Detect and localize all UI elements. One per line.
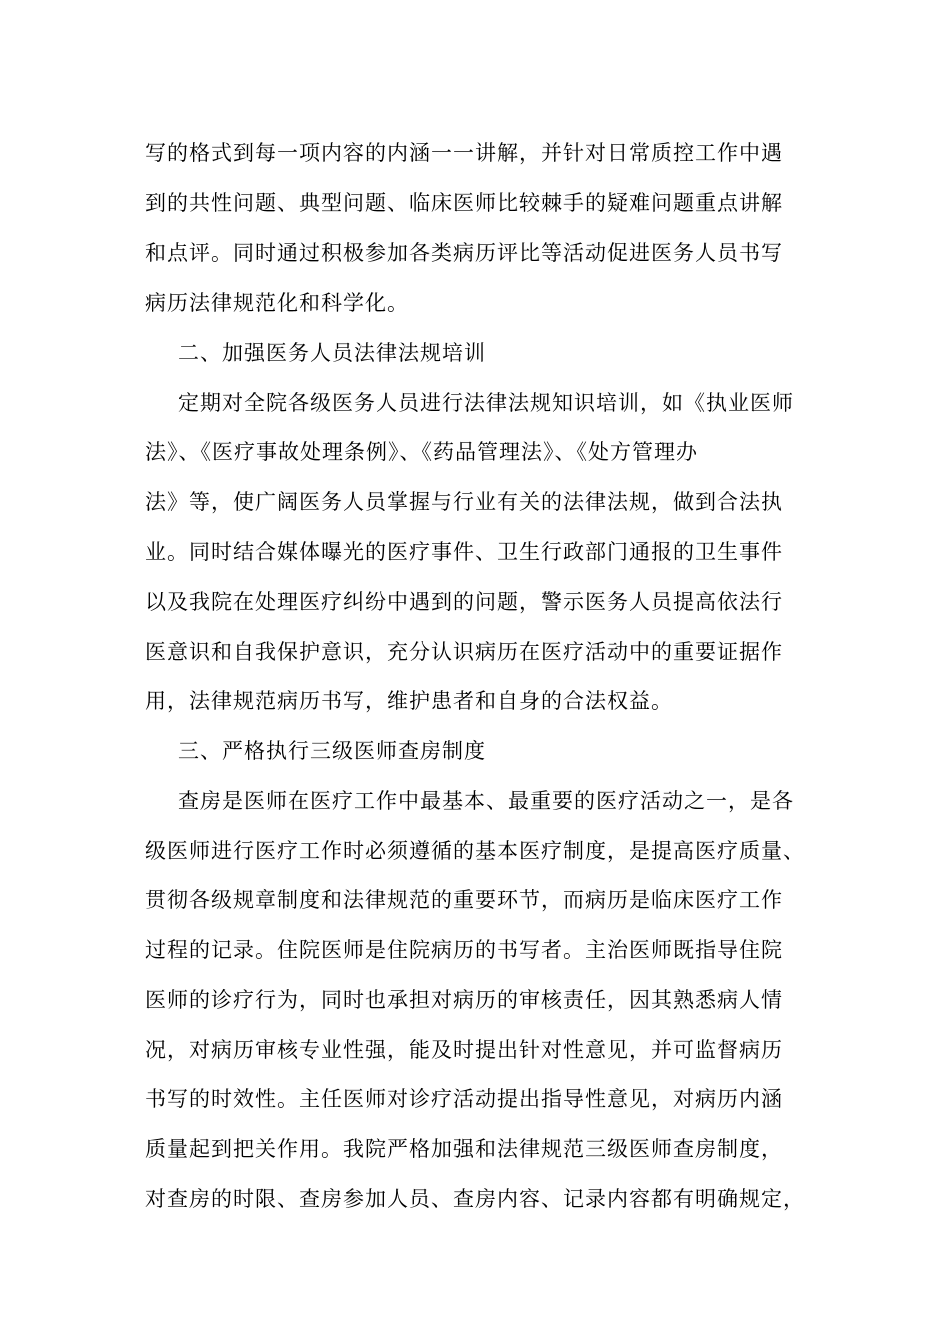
- section-heading: 二、加强医务人员法律法规培训: [178, 341, 486, 365]
- paragraph-line: 法》等，使广阔医务人员掌握与行业有关的法律法规，做到合法执: [145, 490, 783, 514]
- paragraph-line: 以及我院在处理医疗纠纷中遇到的问题，警示医务人员提高依法行: [145, 590, 783, 614]
- paragraph-line: 查房是医师在医疗工作中最基本、最重要的医疗活动之一，是各: [178, 789, 794, 813]
- paragraph-line: 写的格式到每一项内容的内涵一一讲解，并针对日常质控工作中遇: [145, 141, 783, 165]
- paragraph-line: 级医师进行医疗工作时必须遵循的基本医疗制度，是提高医疗质量、: [145, 839, 805, 863]
- paragraph-line: 医意识和自我保护意识，充分认识病历在医疗活动中的重要证据作: [145, 640, 783, 664]
- paragraph-line: 病历法律规范化和科学化。: [145, 291, 409, 315]
- paragraph-line: 书写的时效性。主任医师对诊疗活动提出指导性意见，对病历内涵: [145, 1087, 783, 1111]
- paragraph-line: 到的共性问题、典型问题、临床医师比较棘手的疑难问题重点讲解: [145, 191, 783, 215]
- paragraph-line: 质量起到把关作用。我院严格加强和法律规范三级医师查房制度，: [145, 1137, 783, 1161]
- paragraph-line: 定期对全院各级医务人员进行法律法规知识培训，如《执业医师: [178, 391, 794, 415]
- paragraph-line: 过程的记录。住院医师是住院病历的书写者。主治医师既指导住院: [145, 938, 783, 962]
- paragraph-line: 贯彻各级规章制度和法律规范的重要环节，而病历是临床医疗工作: [145, 888, 783, 912]
- paragraph-line: 况，对病历审核专业性强，能及时提出针对性意见，并可监督病历: [145, 1038, 783, 1062]
- paragraph-line: 用，法律规范病历书写，维护患者和自身的合法权益。: [145, 689, 673, 713]
- paragraph-line: 法》、《医疗事故处理条例》、《药品管理法》、《处方管理办: [145, 440, 698, 464]
- paragraph-line: 和点评。同时通过积极参加各类病历评比等活动促进医务人员书写: [145, 241, 783, 265]
- section-heading: 三、严格执行三级医师查房制度: [178, 739, 486, 763]
- paragraph-line: 业。同时结合媒体曝光的医疗事件、卫生行政部门通报的卫生事件: [145, 540, 783, 564]
- paragraph-line: 对查房的时限、查房参加人员、查房内容、记录内容都有明确规定，: [145, 1187, 805, 1211]
- paragraph-line: 医师的诊疗行为，同时也承担对病历的审核责任，因其熟悉病人情: [145, 988, 783, 1012]
